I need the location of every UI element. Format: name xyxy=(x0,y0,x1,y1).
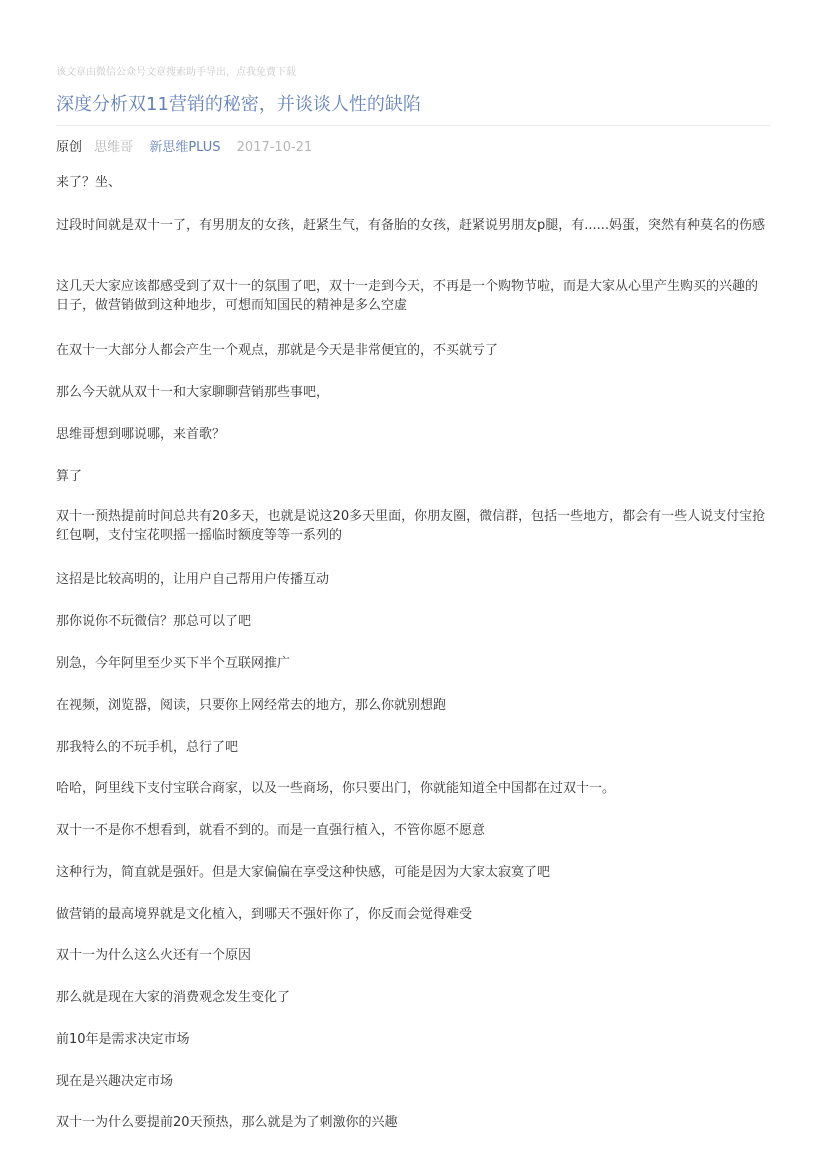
paragraph: 在双十一大部分人都会产生一个观点，那就是今天是非常便宜的，不买就亏了 xyxy=(56,343,499,358)
paragraph: 哈哈，阿里线下支付宝联合商家，以及一些商场，你只要出门，你就能知道全中国都在过双十一。 xyxy=(56,781,616,796)
paragraph: 现在是兴趣决定市场 xyxy=(56,1074,174,1089)
paragraph: 来了？坐、 xyxy=(56,175,122,190)
publish-date: 2017-10-21 xyxy=(236,140,313,155)
export-note-link[interactable]: 该文章由微信公众号文章搜索助手导出，点我免费下载 xyxy=(56,67,296,78)
paragraph: 那我特么的不玩手机，总行了吧 xyxy=(56,740,239,755)
paragraph: 那么就是现在大家的消费观念发生变化了 xyxy=(56,990,291,1005)
paragraph: 别急，今年阿里至少买下半个互联网推广 xyxy=(56,656,291,671)
paragraph: 双十一为什么这么火还有一个原因 xyxy=(56,948,252,963)
paragraph: 这招是比较高明的，让用户自己帮用户传播互动 xyxy=(56,572,330,587)
paragraph: 双十一为什么要提前20天预热，那么就是为了刺激你的兴趣 xyxy=(56,1115,398,1130)
paragraph: 那么今天就从双十一和大家聊聊营销那些事吧， xyxy=(56,385,330,400)
article-title: 深度分析双11营销的秘密，并谈谈人性的缺陷 xyxy=(56,94,421,115)
paragraph: 双十一不是你不想看到，就看不到的。而是一直强行植入，不管你愿不愿意 xyxy=(56,823,486,838)
title-divider xyxy=(56,125,770,126)
paragraph: 算了 xyxy=(56,469,83,484)
author-name: 思维哥 xyxy=(94,140,134,155)
paragraph: 过段时间就是双十一了，有男朋友的女孩，赶紧生气，有备胎的女孩，赶紧说男朋友p腿，有......妈蛋，突然有种莫名的伤感 xyxy=(56,218,766,233)
article-meta xyxy=(56,139,320,157)
paragraph: 做营销的最高境界就是文化植入，到哪天不强奸你了，你反而会觉得难受 xyxy=(56,907,473,922)
paragraph: 那你说你不玩微信？那总可以了吧 xyxy=(56,614,252,629)
paragraph: 思维哥想到哪说哪，来首歌？ xyxy=(56,427,226,442)
account-name-link[interactable]: 新思维PLUS xyxy=(149,140,221,155)
paragraph: 这几天大家应该都感受到了双十一的氛围了吧，双十一走到今天，不再是一个购物节啦，而是大家从心里产生购买的兴趣的日子，做营销做到这种地步，可想而知国民的精神是多么空虚 xyxy=(56,279,759,313)
paragraph: 这种行为，简直就是强奸。但是大家偏偏在享受这种快感，可能是因为大家太寂寞了吧 xyxy=(56,865,551,880)
paragraph: 前10年是需求决定市场 xyxy=(56,1032,190,1047)
original-tag: 原创 xyxy=(56,140,83,155)
paragraph: 在视频，浏览器，阅读，只要你上网经常去的地方，那么你就别想跑 xyxy=(56,698,447,713)
paragraph: 双十一预热提前时间总共有20多天，也就是说这20多天里面，你朋友圈，微信群，包括一些地方，都会有一些人说支付宝抢红包啊，支付宝花呗摇一摇临时额度等等一系列的 xyxy=(56,509,766,543)
